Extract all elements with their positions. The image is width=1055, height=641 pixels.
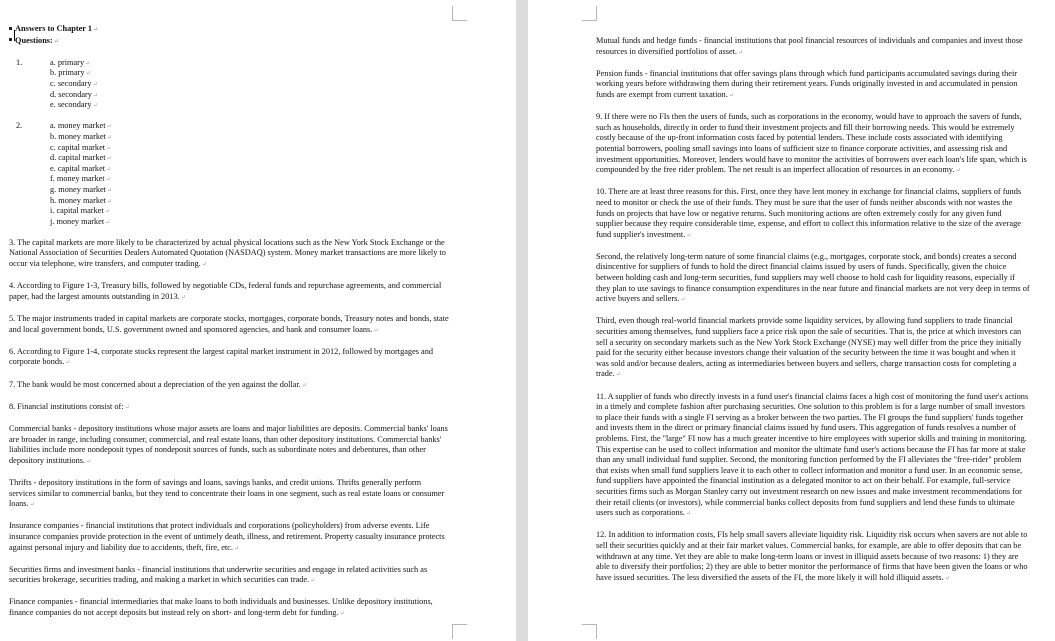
answer-10: 10. There are at least three reasons for this. First, once they have lent money in exchange for financial claims, suppliers of funds need to monitor or check the use of their funds. They must be sure that the user of funds neither absconds with nor wastes the funds on projects that have low or negative returns. Such monitoring actions are often extremely costly for any given fund supplier because they require considerable time, expense, and effort to collect this information relative to the size of the average fund supplier's investment.↵: [596, 187, 1022, 239]
list-item: d. secondary↵: [50, 89, 98, 99]
list-item: c. secondary↵: [50, 78, 98, 88]
question-1-answers: [9, 58, 449, 111]
document-page-left[interactable]: [0, 0, 516, 641]
document-page-right[interactable]: [528, 0, 1055, 641]
answer-11: 11. A supplier of funds who directly invests in a fund user's financial claims faces a high cost of monitoring the fund user's actions in a timely and complete fashion after purchasing securities. One solution to this problem is for a large number of small investors to place their funds with a single FI serving as a broker between the two parties. The FI groups the fund suppliers' funds together and invests them in the direct or primary financial claims issued by fund users. This aggregation of funds resolves a number of problems. First, the "large" FI now has a much greater incentive to hire employees with superior skills and training in monitoring. This expertise can be used to collect information and monitor the ultimate fund user's actions because the FI has far more at stake than any small individual fund supplier. Second, the monitoring function performed by the FI alleviates the "free-rider" problem that exists when small fund suppliers leave it to each other to collect information and monitor a fund user. In an economic sense, fund suppliers have appointed the financial institution as a delegated monitor to act on their behalf. For example, full-service securities firms such as Morgan Stanley carry out investment research on new issues and make investment recommendations for their retail clients (or investors), while commercial banks collect deposits from fund suppliers and lend these funds to ultimate users such as corporations.↵: [596, 391, 1029, 518]
answer-8-intro: 8. Financial institutions consist of:↵: [9, 401, 130, 411]
list-item: f. money market↵: [50, 174, 111, 184]
list-item: i. capital market↵: [50, 206, 110, 216]
answer-12: 12. In addition to information costs, FIs help small savers alleviate liquidity risk. Liquidity risk occurs when savers are not able to sell their securities quickly and at their fair market values. Commercial banks, for example, are able to offer deposits that can be withdrawn at any time. Yet they are able to make long-term loans or invest in illiquid assets because of two reasons: 1) they are able to diversify their portfolios; 2) they are able to better monitor the performance of firms that have been given the loans or who have issued securities. The less diversified the assets of the FI, the more likely it will hold illiquid assets.↵: [596, 530, 1028, 582]
answer-4: 4. According to Figure 1-3, Treasury bills, followed by negotiable CDs, federal funds and repurchase agreements, and commercial paper, had the largest amounts outstanding in 2013.↵: [9, 281, 442, 301]
margin-corner-mark: [582, 6, 597, 21]
finance-companies-paragraph: Finance companies - financial intermediaries that make loans to both individuals and businesses. Unlike depository institutions, finance companies do not accept deposits but instead rely on short- and long-term debt for funding.↵: [9, 597, 433, 618]
answer-6: 6. According to Figure 1-4, corporate stocks represent the largest capital market instrument in 2012, followed by mortgages and corporate bonds.↵: [9, 346, 434, 367]
list-item: a. money market↵: [50, 121, 112, 131]
list-item: c. capital market↵: [50, 142, 112, 152]
answer-3: 3. The capital markets are more likely to be characterized by actual physical locations such as the New York Stock Exchange or the National Association of Securities Dealers Automated Quotation (NASDAQ) system. Money market transactions are more likely to occur via telephone, wire transfers, and computer trading.↵: [9, 237, 446, 269]
list-bullet-icon: [9, 27, 12, 30]
answer-10-third: Third, even though real-world financial markets provide some liquidity services, by allowing fund suppliers to trade financial securities among themselves, fund suppliers face a price risk upon the sale of securities. That is, the price at which investors can sell a security on secondary markets such as the New York Stock Exchange (NYSE) may well differ from the price they initially paid for the security either because investors change their valuation of the security between the time it was bought and when it was sold and/or because dealers, acting as intermediaries between buyers and sellers, charge transaction costs for completing a trade.↵: [596, 316, 1022, 379]
list-item: a. primary↵: [50, 57, 91, 67]
pension-funds-paragraph: Pension funds - financial institutions that offer savings plans through which fund participants accumulated savings during their working years before withdrawing them during their retirement years. Funds originally invested in and accumulated in pension funds are exempt from current taxation.↵: [596, 68, 1018, 99]
list-item: b. primary↵: [50, 68, 91, 78]
questions-heading: Questions:↵: [9, 36, 449, 48]
document-title: Answers to Chapter 1↵: [9, 24, 449, 36]
list-item: e. secondary↵: [50, 100, 98, 110]
margin-corner-mark: [452, 624, 467, 639]
list-item: e. capital market↵: [50, 163, 112, 173]
question-2-answers: [9, 121, 449, 227]
list-item: j. money market↵: [50, 216, 111, 226]
left-page-text[interactable]: [9, 24, 449, 620]
securities-firms-paragraph: Securities firms and investment banks - financial institutions that underwrite securities and engage in related activities such as securities brokerage, securities trading, and making a market in which securities can trade.↵: [9, 564, 428, 585]
list-bullet-icon: [9, 38, 12, 41]
margin-corner-mark: [452, 6, 467, 21]
right-page-text[interactable]: [596, 36, 1030, 584]
list-item: d. capital market↵: [50, 153, 112, 163]
list-item: g. money market↵: [50, 184, 113, 194]
answer-9: 9. If there were no FIs then the users of funds, such as corporations in the economy, would have to approach the savers of funds, such as households, directly in order to fund their investment projects and fill their borrowing needs. This would be extremely costly because of the up-front information costs faced by potential lenders. These include costs associated with identifying potential borrowers, pooling small savings into loans of sufficient size to finance corporate activities, and assessing risk and investment opportunities. Moreover, lenders would have to monitor the activities of borrowers over each loan's life span, which is compounded by the free rider problem. The net result is an imperfect allocation of resources in an economy.↵: [596, 112, 1027, 175]
commercial-banks-paragraph: Commercial banks - depository institutions whose major assets are loans and major liabilities are deposits. Commercial banks' loans are broader in range, including consumer, commercial, and real estate loans, than other depository institutions. Commercial banks' liabilities include more nondeposit types of nondeposit sources of funds, such as subordinate notes and debentures, than other depository institutions.↵: [9, 423, 448, 465]
list-item: b. money market↵: [50, 131, 113, 141]
list-item: h. money market↵: [50, 195, 113, 205]
insurance-companies-paragraph: Insurance companies - financial institutions that protect individuals and corporations (policyholders) from adverse events. Life insurance companies provide protection in the event of untimely death, illness, and retirement. Property casualty insurance protects against personal injury and liability due to accidents, theft, fire, etc.↵: [9, 521, 445, 552]
answer-10-second: Second, the relatively long-term nature of some financial claims (e.g., mortgages, corporate stock, and bonds) creates a second disincentive for suppliers of funds to hold the direct financial claims issued by users of funds. Specifically, given the choice between holding cash and long-term securities, fund suppliers may well choose to hold cash for liquidity reasons, especially if they plan to use savings to finance consumption expenditures in the near future and financial markets are not very deep in terms of active buyers and sellers.↵: [596, 251, 1030, 304]
answer-7: 7. The bank would be most concerned about a depreciation of the yen against the dollar.↵: [9, 379, 307, 389]
thrifts-paragraph: Thrifts - depository institutions in the form of savings and loans, savings banks, and credit unions. Thrifts generally perform services similar to commercial banks, but they tend to concentrate their loans in one segment, such as real estate loans or consumer loans.↵: [9, 477, 445, 509]
mutual-funds-paragraph: Mutual funds and hedge funds - financial institutions that pool financial resources of individuals and companies and invest those resources in diversified portfolios of asset.↵: [596, 36, 1023, 56]
question-number: 1.: [16, 57, 23, 67]
answer-5: 5. The major instruments traded in capital markets are corporate stocks, mortgages, corporate bonds, Treasury notes and bonds, state and local government bonds, U.S. government owned and sponsored agencies, and bank and consumer loans.↵: [9, 314, 449, 334]
margin-corner-mark: [582, 624, 597, 639]
question-number: 2.: [16, 121, 23, 131]
